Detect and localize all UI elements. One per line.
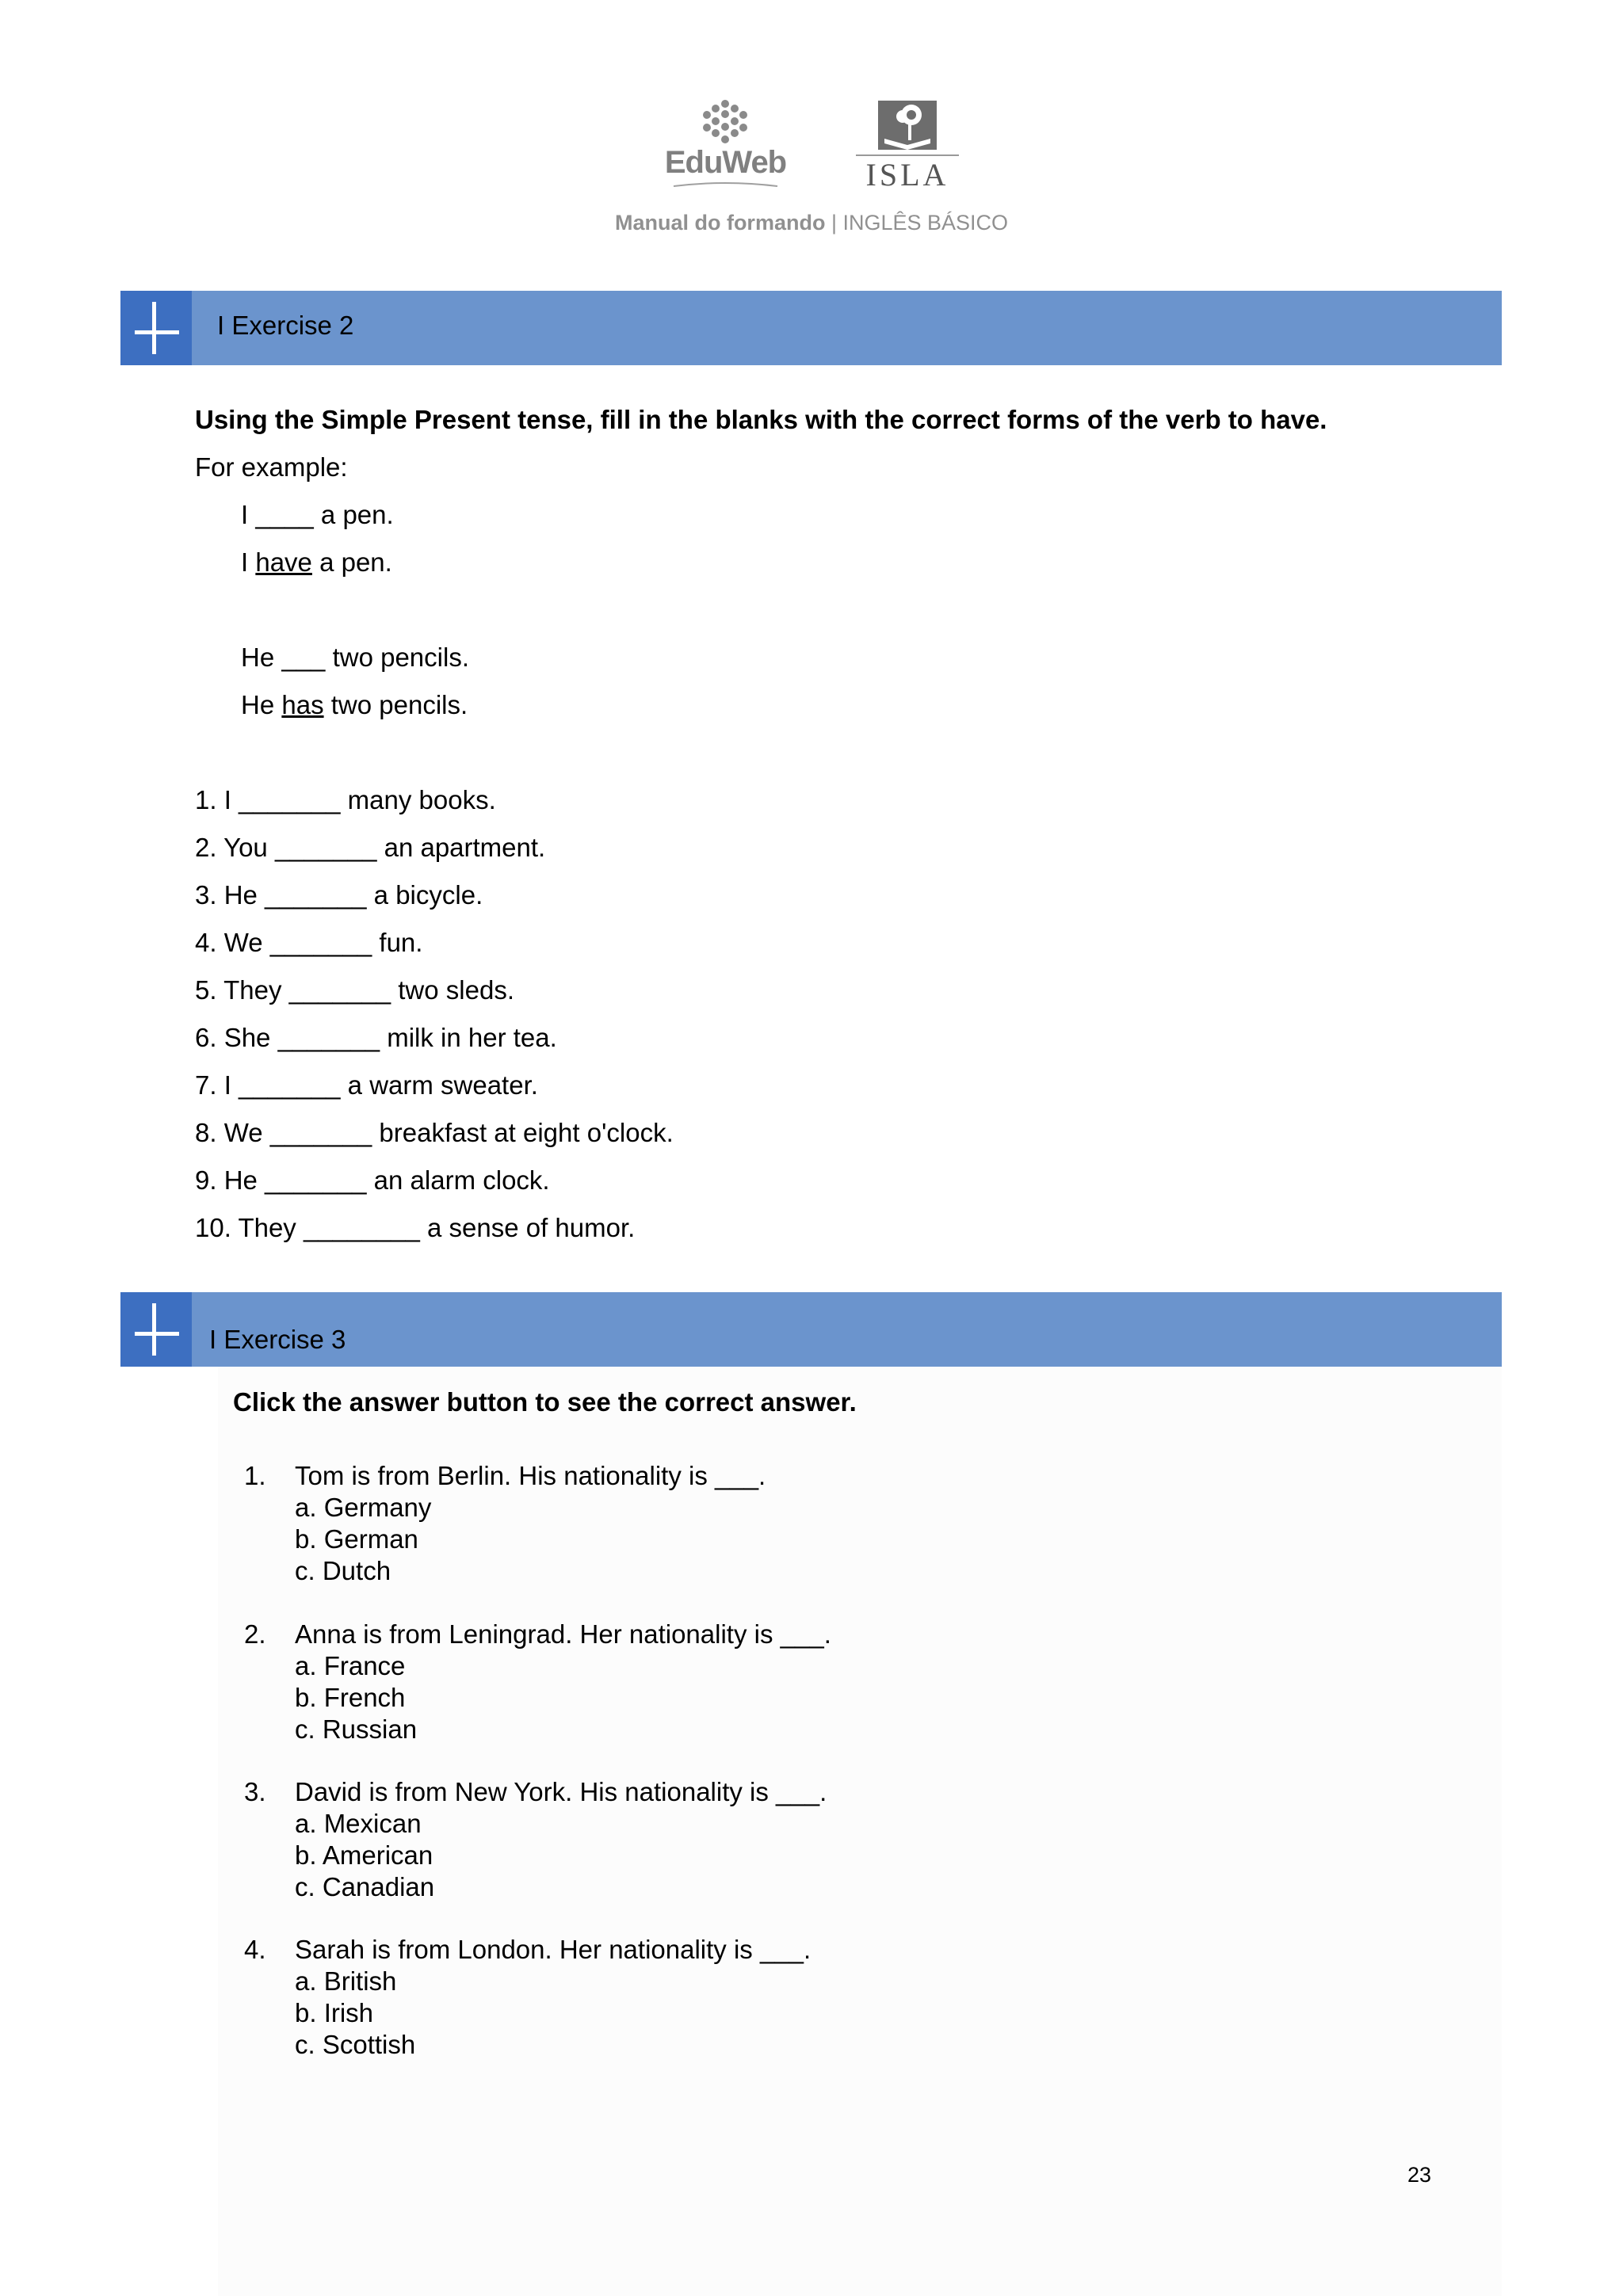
- eduweb-swoosh-icon: [672, 181, 779, 188]
- example-1-answer: I have a pen.: [241, 547, 392, 577]
- exercise-bracket-icon: [120, 291, 192, 365]
- exercise-2-instruction: Using the Simple Present tense, fill in the blanks with the correct forms of the verb to have.: [195, 405, 1327, 434]
- example-1-blank: I ____ a pen.: [241, 500, 394, 529]
- exercise-item: 6. She _______ milk in her tea.: [195, 1023, 557, 1052]
- question-number: 3.: [244, 1777, 266, 1806]
- exercise-item: 10. They ________ a sense of humor.: [195, 1213, 636, 1242]
- answer-option[interactable]: c. Dutch: [295, 1556, 391, 1585]
- answer-option[interactable]: b. German: [295, 1524, 418, 1554]
- answer-option[interactable]: a. Mexican: [295, 1809, 422, 1838]
- question-number: 2.: [244, 1619, 266, 1649]
- example-2-blank: He ___ two pencils.: [241, 643, 469, 672]
- page-number: 23: [1407, 2163, 1432, 2187]
- exercise-item: 8. We _______ breakfast at eight o'clock.: [195, 1118, 674, 1147]
- exercise-item: 1. I _______ many books.: [195, 785, 496, 814]
- exercise-2-title: I Exercise 2: [217, 311, 354, 340]
- exercise-item: 2. You _______ an apartment.: [195, 833, 546, 862]
- exercise-item: 7. I _______ a warm sweater.: [195, 1070, 538, 1100]
- answer-option[interactable]: a. British: [295, 1966, 397, 1996]
- question-text: Sarah is from London. Her nationality is ___.: [295, 1935, 812, 1964]
- answer-option[interactable]: c. Canadian: [295, 1872, 435, 1901]
- question-number: 1.: [244, 1461, 266, 1490]
- manual-title: Manual do formando | INGLÊS BÁSICO: [614, 211, 1009, 235]
- example-2-answer: He has two pencils.: [241, 690, 468, 719]
- question-number: 4.: [244, 1935, 266, 1964]
- answer-option[interactable]: c. Russian: [295, 1714, 418, 1744]
- eduweb-dots-icon: [697, 99, 753, 145]
- answer-option[interactable]: c. Scottish: [295, 2030, 416, 2059]
- isla-logo-text: ISLA: [865, 157, 949, 193]
- example-label: For example:: [195, 452, 348, 482]
- answer-option[interactable]: a. Germany: [295, 1493, 432, 1522]
- question-text: Tom is from Berlin. His nationality is ___.: [295, 1461, 766, 1490]
- answer-option[interactable]: b. American: [295, 1840, 433, 1870]
- eduweb-logo: [664, 99, 787, 188]
- exercise-bracket-icon: [120, 1292, 192, 1367]
- answer-option[interactable]: b. French: [295, 1683, 406, 1712]
- answer-option[interactable]: a. France: [295, 1651, 406, 1680]
- exercise-3-instruction: Click the answer button to see the correct answer.: [233, 1387, 857, 1417]
- isla-book-tree-icon: [876, 99, 938, 151]
- isla-logo: [856, 99, 959, 193]
- question-text: Anna is from Leningrad. Her nationality is ___.: [295, 1619, 831, 1649]
- answer-option[interactable]: b. Irish: [295, 1998, 374, 2027]
- exercise-item: 5. They _______ two sleds.: [195, 975, 514, 1005]
- exercise-item: 9. He _______ an alarm clock.: [195, 1165, 550, 1195]
- question-text: David is from New York. His nationality is ___.: [295, 1777, 827, 1806]
- exercise-3-title: I Exercise 3: [209, 1325, 346, 1354]
- eduweb-logo-text: EduWeb: [664, 145, 787, 180]
- exercise-item: 3. He _______ a bicycle.: [195, 880, 483, 910]
- exercise-item: 4. We _______ fun.: [195, 928, 423, 957]
